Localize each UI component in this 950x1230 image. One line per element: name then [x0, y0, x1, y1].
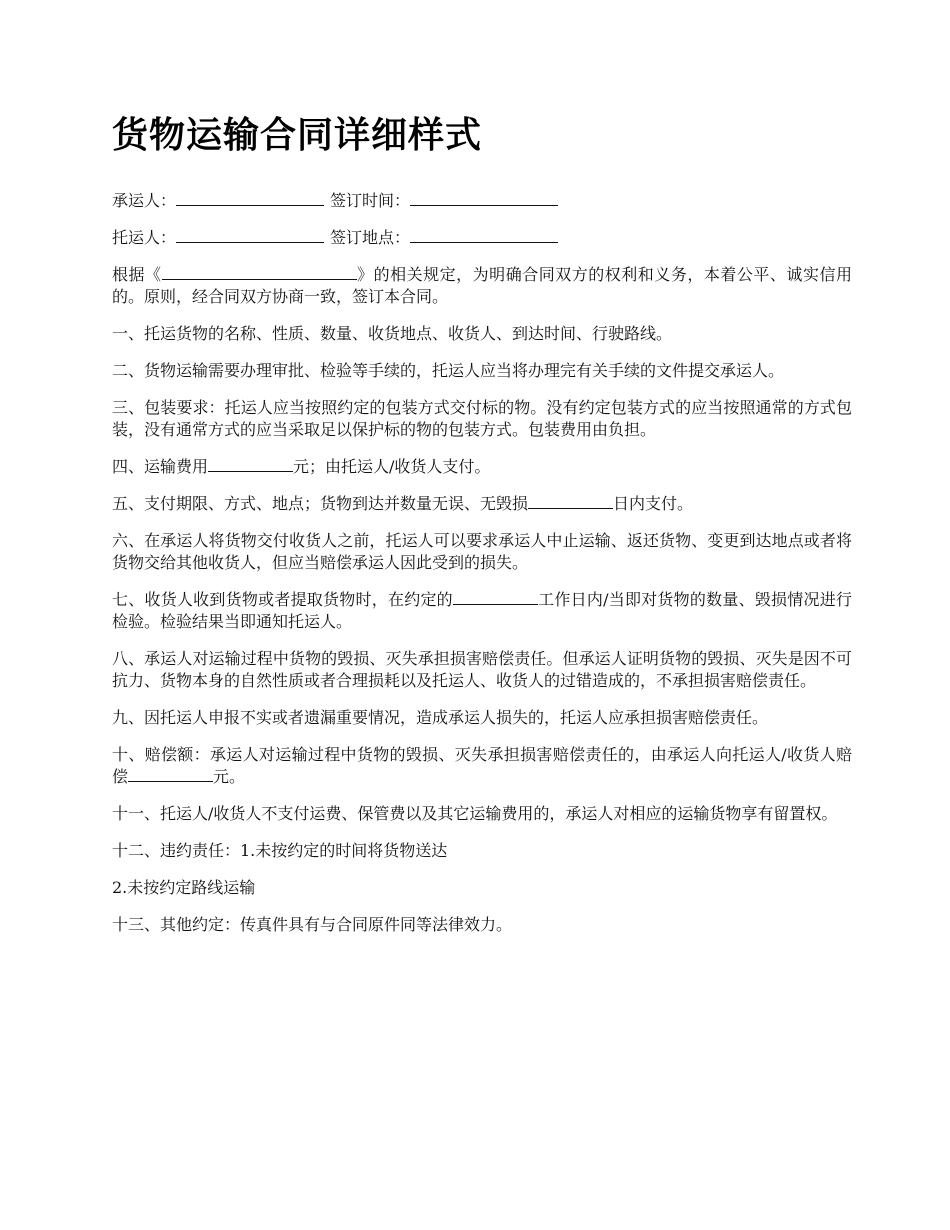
- document-title: 货物运输合同详细样式: [112, 115, 483, 156]
- shipper-label: 托运人：: [112, 228, 177, 247]
- clause-7: [112, 589, 852, 633]
- sign-place-blank[interactable]: [410, 227, 558, 243]
- clause-12: 十二、违约责任：1.未按约定的时间将货物送达: [112, 841, 448, 860]
- sign-time-label: 签订时间：: [330, 191, 411, 210]
- shipper-blank[interactable]: [176, 227, 324, 243]
- carrier-blank[interactable]: [176, 190, 324, 206]
- clause-4-after: 元；由托运人/收货人支付。: [293, 457, 491, 476]
- header-line-carrier: [112, 190, 852, 212]
- clause-1: 一、托运货物的名称、性质、数量、收货地点、收货人、到达时间、行驶路线。: [112, 324, 673, 343]
- clause-7-after: 工作日内/当即对货物的数量、毁损情况进行检验。检验结果当即通知托运人。: [112, 590, 852, 631]
- freight-amount-blank[interactable]: [208, 456, 293, 472]
- header-line-shipper: [112, 227, 852, 249]
- clause-10-after: 元。: [213, 767, 246, 786]
- clause-11: 十一、托运人/收货人不支付运费、保管费以及其它运输费用的，承运人对相应的运输货物享有留置权。: [112, 804, 838, 823]
- clause-10-before: 十、赔偿额：承运人对运输过程中货物的毁损、灭失承担损害赔偿责任的，由承运人向托运人/收货人赔偿: [112, 745, 852, 786]
- contract-page: [112, 108, 852, 951]
- clause-4: [112, 456, 852, 478]
- intro-after: 》的相关规定，为明确合同双方的权利和义务，本着公平、诚实信用的。原则，经合同双方协商一致，签订本合同。: [112, 265, 852, 306]
- compensation-amount-blank[interactable]: [128, 766, 213, 782]
- payment-days-blank[interactable]: [528, 493, 613, 509]
- clause-6: 六、在承运人将货物交付收货人之前，托运人可以要求承运人中止运输、返还货物、变更到达地点或者将货物交给其他收货人，但应当赔偿承运人因此受到的损失。: [112, 531, 852, 572]
- clause-2: 二、货物运输需要办理审批、检验等手续的，托运人应当将办理完有关手续的文件提交承运人。: [112, 361, 785, 380]
- clause-4-before: 四、运输费用: [112, 457, 209, 476]
- intro-before: 根据《: [112, 265, 162, 284]
- intro-paragraph: [112, 264, 852, 308]
- law-name-blank[interactable]: [162, 264, 357, 280]
- clause-7-before: 七、收货人收到货物或者提取货物时，在约定的: [112, 590, 453, 609]
- clause-5-before: 五、支付期限、方式、地点；货物到达并数量无误、无毁损: [112, 494, 529, 513]
- sign-time-blank[interactable]: [410, 190, 558, 206]
- inspection-days-blank[interactable]: [453, 589, 538, 605]
- clause-9: 九、因托运人申报不实或者遗漏重要情况，造成承运人损失的，托运人应承担损害赔偿责任。: [112, 708, 769, 727]
- clause-10: [112, 744, 852, 788]
- clause-5: [112, 493, 852, 515]
- carrier-label: 承运人：: [112, 191, 177, 210]
- clause-13: 十三、其他约定：传真件具有与合同原件同等法律效力。: [112, 915, 513, 934]
- clause-3: 三、包装要求：托运人应当按照约定的包装方式交付标的物。没有约定包装方式的应当按照通常的方式包装，没有通常方式的应当采取足以保护标的物的包装方式。包装费用由负担。: [112, 398, 852, 439]
- clause-12-item-2: 2.未按约定路线运输: [112, 878, 256, 897]
- clause-5-after: 日内支付。: [613, 494, 694, 513]
- clause-8: 八、承运人对运输过程中货物的毁损、灭失承担损害赔偿责任。但承运人证明货物的毁损、灭失是因不可抗力、货物本身的自然性质或者合理损耗以及托运人、收货人的过错造成的，不承担损害赔偿责任。: [112, 649, 852, 690]
- sign-place-label: 签订地点：: [330, 228, 411, 247]
